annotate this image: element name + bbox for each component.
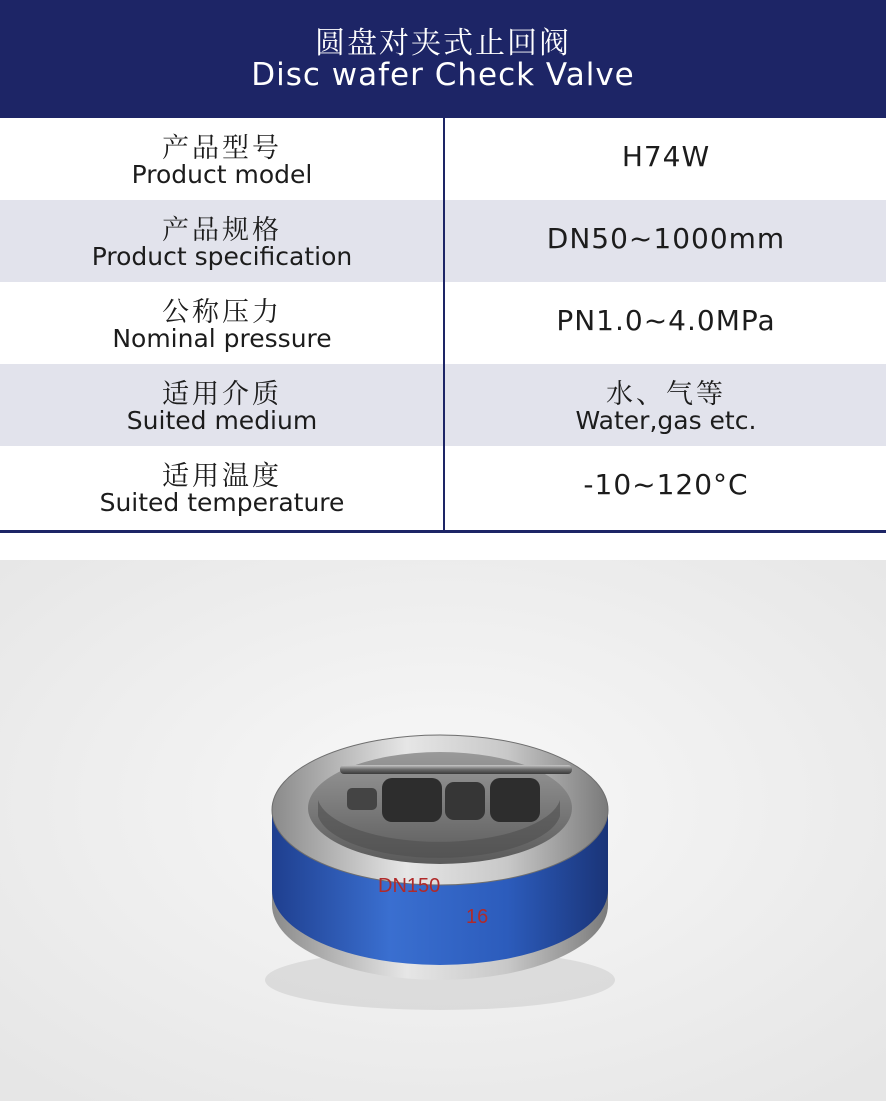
table-bottom-rule bbox=[0, 530, 886, 533]
spec-label-cell bbox=[0, 446, 444, 528]
spec-label-english: Nominal pressure bbox=[112, 324, 332, 353]
spec-label-cell bbox=[0, 282, 444, 364]
spec-value-english: Water,gas etc. bbox=[575, 406, 757, 435]
spec-value-cell bbox=[446, 200, 886, 282]
spec-label-chinese: 公称压力 bbox=[162, 297, 282, 328]
spec-label-cell bbox=[0, 200, 444, 282]
valve-pressure-marking: 16 bbox=[466, 906, 489, 928]
check-valve-image bbox=[0, 560, 886, 1101]
valve-size-marking: DN150 bbox=[378, 875, 441, 897]
spec-label-chinese: 产品规格 bbox=[162, 215, 282, 246]
column-divider bbox=[443, 118, 445, 530]
spec-label-english: Product model bbox=[131, 160, 313, 189]
spec-label-chinese: 适用介质 bbox=[162, 379, 282, 410]
spec-table bbox=[0, 118, 886, 530]
spec-value: DN50~1000mm bbox=[546, 222, 786, 255]
spec-value: -10~120°C bbox=[583, 468, 749, 501]
spec-value-cell bbox=[446, 118, 886, 200]
spec-label-english: Suited temperature bbox=[99, 488, 345, 517]
spec-value-cell bbox=[446, 364, 886, 446]
spec-label-chinese: 产品型号 bbox=[162, 133, 282, 164]
spec-label-chinese: 适用温度 bbox=[162, 461, 282, 492]
product-photo-area bbox=[0, 560, 886, 1101]
spec-value: H74W bbox=[621, 140, 711, 173]
spec-value-cell bbox=[446, 282, 886, 364]
title-english: Disc wafer Check Valve bbox=[251, 57, 635, 93]
spec-value-cell bbox=[446, 446, 886, 528]
title-chinese: 圆盘对夹式止回阀 bbox=[315, 26, 571, 61]
spec-label-cell bbox=[0, 364, 444, 446]
spec-label-english: Suited medium bbox=[126, 406, 318, 435]
spec-label-cell bbox=[0, 118, 444, 200]
spec-value-chinese: 水、气等 bbox=[606, 379, 726, 410]
spec-label-english: Product specification bbox=[91, 242, 353, 271]
spec-value: PN1.0~4.0MPa bbox=[556, 304, 776, 337]
page-header bbox=[0, 0, 886, 118]
